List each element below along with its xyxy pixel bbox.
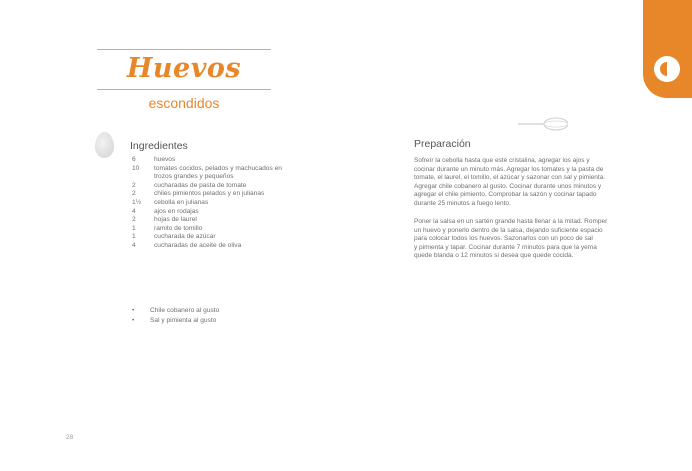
title-divider xyxy=(97,89,271,90)
extra-item xyxy=(130,306,219,316)
preparation-line: tomate, el laurel, el tomillo, el azúcar y sazonar con sal y pimienta. xyxy=(414,174,606,181)
ingredient-text: ajos en rodajas xyxy=(154,207,199,215)
ingredients-heading: Ingredientes xyxy=(130,140,188,152)
ingredient-item xyxy=(130,216,360,225)
section-tab xyxy=(643,0,692,98)
preparation-text xyxy=(414,157,672,271)
ingredient-text-continued: trozos grandes y pequeños xyxy=(154,173,234,181)
ingredient-text: cebolla en julianas xyxy=(154,198,209,206)
extras-list xyxy=(130,306,219,325)
extra-text: Sal y pimienta al gusto xyxy=(150,316,217,324)
ingredient-text: chiles pimientos pelados y en julianas xyxy=(154,190,265,198)
ingredient-text: huevos xyxy=(154,156,176,163)
recipe-title: Huevos xyxy=(126,53,242,84)
preparation-line: un huevo y ponerlo dentro de la salsa, dejando suficiente espacio xyxy=(414,226,603,234)
ingredient-text: cucharadas de pasta de tomate xyxy=(154,181,247,189)
preparation-line: durante 25 minutos a fuego lento. xyxy=(414,199,511,207)
ingredient-item xyxy=(130,208,360,217)
extra-text: Chile cobanero al gusto xyxy=(150,307,220,314)
ingredient-item xyxy=(130,156,360,165)
ingredient-qty: 2 xyxy=(132,190,136,198)
preparation-line: y pimienta y tapar. Cocinar durante 7 minutos para que la yema xyxy=(414,243,597,251)
ingredient-text: ramito de tomillo xyxy=(154,224,203,232)
ingredient-item xyxy=(130,165,360,174)
ingredient-text: cucharadas de aceite de oliva xyxy=(154,241,242,249)
ingredient-item xyxy=(130,242,360,251)
preparation-paragraph xyxy=(414,218,672,261)
preparation-line: Agregar chile cobanero al gusto. Cocinar durante unos minutos y xyxy=(414,182,602,190)
ingredient-qty: 2 xyxy=(132,216,136,224)
egg-image xyxy=(95,132,114,158)
bullet-icon: • xyxy=(132,316,135,324)
ingredient-qty: 1 xyxy=(132,224,136,232)
preparation-line: agregar el chile pimiento. Comprobar la sazón y cocinar tapado xyxy=(414,191,597,198)
bullet-icon: • xyxy=(132,307,135,314)
extra-item xyxy=(130,316,219,326)
ingredient-item xyxy=(130,233,360,242)
half-circle-icon xyxy=(654,56,680,82)
ingredient-qty: 1½ xyxy=(132,198,142,206)
preparation-heading: Preparación xyxy=(414,138,471,150)
whisk-icon xyxy=(516,116,568,132)
preparation-line: cocinar durante un minuto más. Agregar los tomates y la pasta de xyxy=(414,165,604,173)
recipe-subtitle: escondidos xyxy=(148,95,220,111)
page-number: 28 xyxy=(66,434,74,441)
ingredient-qty: 2 xyxy=(132,181,136,189)
preparation-line: quede blanda o 12 minutos si desea que quede cocida. xyxy=(414,252,574,259)
preparation-paragraph xyxy=(414,157,672,208)
preparation-line: para colocar todos los huevos. Sazonarlos con un poco de sal xyxy=(414,235,593,242)
ingredient-item xyxy=(130,190,360,199)
ingredient-text: hojas de laurel xyxy=(154,216,197,224)
ingredient-item xyxy=(130,182,360,191)
preparation-line: Poner la salsa en un sartén grande hasta llenar a la mitad. Romper xyxy=(414,218,608,225)
ingredient-qty: 6 xyxy=(132,156,136,163)
ingredient-qty: 1 xyxy=(132,233,136,241)
ingredient-text: tomates cocidos, pelados y machucados en xyxy=(154,164,282,172)
ingredient-qty: 4 xyxy=(132,207,136,215)
ingredients-list xyxy=(130,156,360,251)
title-top-rule xyxy=(97,49,271,50)
ingredient-qty: 4 xyxy=(132,241,136,249)
ingredient-text: cucharada de azúcar xyxy=(154,233,216,241)
ingredient-item xyxy=(130,199,360,208)
ingredient-item xyxy=(130,225,360,234)
preparation-line: Sofreír la cebolla hasta que esté cristalina, agregar los ajos y xyxy=(414,157,590,164)
ingredient-qty: 10 xyxy=(132,164,140,172)
